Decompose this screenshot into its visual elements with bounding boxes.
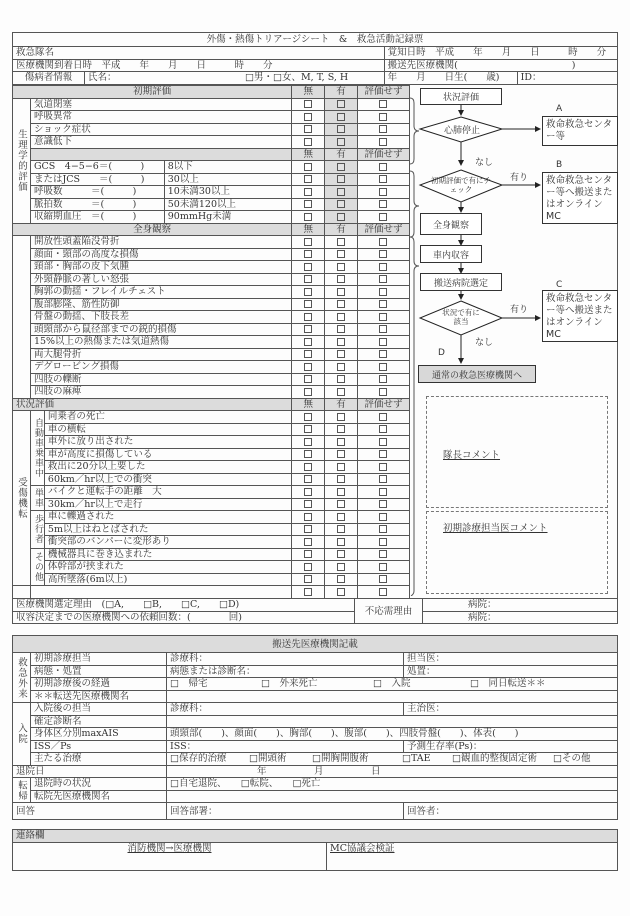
checkbox-not-eval[interactable]	[379, 488, 387, 496]
checkbox-not-eval[interactable]	[379, 500, 387, 508]
selection-table	[12, 598, 618, 624]
item-label: 四肢の轢断	[30, 373, 291, 386]
admission-label: 入院	[13, 703, 31, 766]
flow-label-a: A	[556, 104, 563, 114]
answer-person-field[interactable]: 回答者：	[404, 803, 618, 820]
vital-field[interactable]: 脈拍数 ＝( )	[30, 198, 164, 211]
er-course-options	[167, 678, 618, 691]
group-other-label: その他	[30, 548, 44, 586]
checkbox-none[interactable]	[304, 450, 312, 458]
checkbox-not-eval[interactable]	[379, 325, 387, 333]
checkbox-yes[interactable]	[337, 488, 345, 496]
item-label: 機械器具に巻き込まれた	[44, 548, 291, 561]
checkbox-not-eval[interactable]	[379, 513, 387, 521]
checkbox-not-eval[interactable]	[379, 288, 387, 296]
discharge-date-field[interactable]: 年 月 日	[167, 765, 618, 778]
hospital-section-heading: 搬送先医療機関記載	[13, 636, 618, 653]
group-bike-label: 単車	[30, 486, 44, 511]
col-none: 無	[292, 86, 325, 99]
answer-dept-field[interactable]: 回答部署：	[167, 803, 404, 820]
checkbox-yes[interactable]	[337, 250, 345, 258]
triage-header-table	[12, 32, 618, 85]
checkbox-none[interactable]	[304, 550, 312, 558]
col-not-eval: 評価せず	[357, 86, 409, 99]
checkbox-none[interactable]	[304, 425, 312, 433]
checkbox-none[interactable]	[304, 300, 312, 308]
checkbox-not-eval[interactable]	[379, 175, 387, 183]
item-label: 腹部膨隆、筋性防御	[30, 298, 291, 311]
checkbox-not-eval[interactable]	[379, 138, 387, 146]
notice-time-field[interactable]: 覚知日時 平成 年 月 日 時 分	[384, 47, 617, 60]
discharge-label: 退院日	[13, 765, 167, 778]
flow-situation-check: 状況で有に該当	[442, 308, 480, 326]
row-label: 確定診断名	[31, 715, 167, 728]
checkbox-none[interactable]	[304, 463, 312, 471]
col-yes: 有	[325, 398, 358, 411]
checkbox-not-eval[interactable]	[379, 188, 387, 196]
checkbox-yes[interactable]	[337, 175, 345, 183]
checkbox-not-eval[interactable]	[379, 425, 387, 433]
item-label: 体幹部が挟まれた	[44, 561, 291, 574]
flow-box-c: 救命救急センター等へ搬送またはオンラインMC	[542, 290, 618, 342]
flow-start-box: 状況評価	[420, 88, 502, 105]
checkbox-yes[interactable]	[337, 575, 345, 583]
flow-box-a: 救命救急センター等	[542, 116, 618, 146]
checkbox-yes[interactable]	[337, 425, 345, 433]
row-label: 初期診療担当	[31, 653, 167, 666]
body-obs-side	[13, 236, 31, 399]
row-label: 病態・処置	[31, 665, 167, 678]
initial-eval-heading: 初期評価	[13, 86, 292, 99]
checkbox-none[interactable]	[304, 563, 312, 571]
flow-label-c: C	[556, 280, 563, 290]
checkbox-yes[interactable]	[337, 450, 345, 458]
checkbox-yes[interactable]	[337, 588, 345, 596]
mc-review-field[interactable]	[327, 842, 618, 870]
checkbox-not-eval[interactable]	[379, 525, 387, 533]
item-label: 開放性頭蓋陥没骨折	[30, 236, 291, 249]
vital-criteria: 8以下	[164, 161, 292, 174]
group-car-label: 自動車乗車中	[30, 411, 44, 486]
final-diagnosis-field[interactable]	[167, 715, 618, 728]
item-label: 呼吸異常	[30, 111, 291, 124]
option-er-death[interactable]: □ 外来死亡	[261, 678, 318, 690]
max-ais-field[interactable]: 頭頸部( )、顔面( )、胸部( )、腹部( )、四肢骨盤( )、体表( )	[167, 728, 618, 741]
col-none: 無	[292, 223, 325, 236]
checkbox-yes[interactable]	[337, 438, 345, 446]
checkbox-none[interactable]	[304, 538, 312, 546]
destination-field[interactable]: 搬送先医療機関( )	[384, 59, 617, 72]
refusal-reason-label: 不応需理由	[355, 599, 423, 624]
checkbox-yes[interactable]	[337, 413, 345, 421]
item-label: 気道閉塞	[30, 98, 291, 111]
checkbox-yes[interactable]	[337, 463, 345, 471]
checkbox-yes[interactable]	[337, 388, 345, 396]
checkbox-not-eval[interactable]	[379, 475, 387, 483]
checkbox-none[interactable]	[304, 125, 312, 133]
checkbox-none[interactable]	[304, 475, 312, 483]
checkbox-none[interactable]	[304, 188, 312, 196]
vitals-heading	[30, 148, 291, 161]
contact-table	[12, 829, 618, 871]
checkbox-not-eval[interactable]	[379, 200, 387, 208]
checkbox-yes[interactable]	[337, 475, 345, 483]
form-title: 外傷・熱傷トリアージシート & 救急活動記録票	[13, 33, 618, 47]
checkbox-not-eval[interactable]	[379, 250, 387, 258]
group-pedestrian-label: 歩行者	[30, 511, 44, 549]
item-label: 15%以上の熱傷または気道熱傷	[30, 336, 291, 349]
checkbox-yes[interactable]	[337, 550, 345, 558]
vital-criteria: 90mmHg未満	[164, 211, 292, 224]
physiological-eval-label: 生理学的評価	[13, 98, 31, 223]
checkbox-yes[interactable]	[337, 375, 345, 383]
answer-label: 回答	[13, 803, 167, 820]
hospital-section-table	[12, 635, 618, 820]
checkbox-none[interactable]	[304, 250, 312, 258]
checkbox-none[interactable]	[304, 325, 312, 333]
col-yes: 有	[325, 148, 358, 161]
flow-label-b: B	[556, 160, 563, 170]
checkbox-yes[interactable]	[337, 125, 345, 133]
ps-field[interactable]: 予測生存率(Ps)：	[404, 740, 618, 753]
checkbox-yes[interactable]	[337, 525, 345, 533]
checkbox-not-eval[interactable]	[379, 450, 387, 458]
item-label: 頭頸部から鼠径部までの鋭的損傷	[30, 323, 291, 336]
request-count-field[interactable]: 収容決定までの医療機関への依頼回数：( 回)	[13, 611, 355, 624]
item-label: 30km／hr以上で走行	[44, 498, 291, 511]
captain-comment-label: 隊長コメント	[443, 450, 501, 461]
checkbox-not-eval[interactable]	[379, 538, 387, 546]
discharge-status-options[interactable]: □自宅退院、 □転院、 □死亡	[167, 778, 618, 791]
id-field[interactable]: ID：	[517, 72, 617, 85]
checkbox-not-eval[interactable]	[379, 125, 387, 133]
checkbox-yes[interactable]	[337, 263, 345, 271]
checkbox-none[interactable]	[304, 375, 312, 383]
row-label: 転院先医療機関名	[31, 790, 167, 803]
checkbox-none[interactable]	[304, 525, 312, 533]
name-label: 氏名：	[88, 72, 117, 84]
checkbox-none[interactable]	[304, 100, 312, 108]
option-craniotomy[interactable]: □開頭術	[249, 753, 287, 765]
checkbox-yes[interactable]	[337, 350, 345, 358]
attending-doctor-field[interactable]: 主治医：	[404, 703, 618, 716]
checkbox-not-eval[interactable]	[379, 275, 387, 283]
patient-info-label: 傷病者情報	[13, 72, 85, 85]
checkbox-yes[interactable]	[337, 325, 345, 333]
treatment-field[interactable]: 処置：	[404, 665, 618, 678]
hospital-2-field[interactable]: 病院：	[423, 611, 618, 624]
option-same-day-transfer[interactable]: □ 同日転送＊＊	[470, 678, 546, 690]
checkbox-not-eval[interactable]	[379, 350, 387, 358]
situation-heading: 状況評価	[13, 398, 292, 411]
checkbox-none[interactable]	[304, 388, 312, 396]
er-department-field[interactable]: 診療科：	[167, 653, 404, 666]
checkbox-not-eval[interactable]	[379, 388, 387, 396]
checkbox-yes[interactable]	[337, 275, 345, 283]
item-label: 四肢の麻痺	[30, 386, 291, 399]
flow-body-obs-box: 全身観察	[420, 213, 482, 235]
checkbox-yes[interactable]	[337, 100, 345, 108]
checkbox-none[interactable]	[304, 275, 312, 283]
er-label: 救急外来	[13, 653, 31, 703]
item-label: 車外に放り出された	[44, 436, 291, 449]
checkbox-not-eval[interactable]	[379, 238, 387, 246]
item-label: ショック症状	[30, 123, 291, 136]
vital-field[interactable]: 収縮期血圧 ＝( )	[30, 211, 164, 224]
team-name-field[interactable]: 救急隊名	[13, 47, 385, 60]
adm-department-field[interactable]: 診療科：	[167, 703, 404, 716]
checkbox-yes[interactable]	[337, 300, 345, 308]
transfer-destination-field[interactable]	[167, 790, 618, 803]
checkbox-not-eval[interactable]	[379, 588, 387, 596]
doctor-comment-label: 初期診療担当医コメント	[443, 523, 548, 534]
vital-criteria: 30以上	[164, 173, 292, 186]
checkbox-none[interactable]	[304, 575, 312, 583]
checkbox-yes[interactable]	[337, 500, 345, 508]
option-conservative[interactable]: □保存的治療	[170, 753, 227, 765]
checkbox-not-eval[interactable]	[379, 563, 387, 571]
vital-field[interactable]: またはJCS ＝( )	[30, 173, 164, 186]
fire-to-medical-label: 消防機関→医療機関	[127, 842, 212, 854]
checkbox-not-eval[interactable]	[379, 438, 387, 446]
checkbox-yes[interactable]	[337, 288, 345, 296]
checkbox-not-eval[interactable]	[379, 163, 387, 171]
transfer-hospital-field[interactable]	[167, 690, 618, 703]
checkbox-not-eval[interactable]	[379, 263, 387, 271]
er-doctor-field[interactable]: 担当医：	[404, 653, 618, 666]
row-label: 身体区分別maxAIS	[31, 728, 167, 741]
col-none: 無	[292, 148, 325, 161]
row-label: 主たる治療	[31, 753, 167, 766]
checkbox-none[interactable]	[304, 113, 312, 121]
item-label: 両大腿骨折	[30, 348, 291, 361]
flow-yes-2: 有り	[510, 305, 529, 315]
flow-in-car-box: 車内収容	[420, 245, 482, 263]
option-orif[interactable]: □観血的整復固定術	[452, 753, 537, 765]
row-label: ISS／Ps	[31, 740, 167, 753]
row-label: 退院時の状況	[31, 778, 167, 791]
vital-criteria: 50未満120以上	[164, 198, 292, 211]
checkbox-yes[interactable]	[337, 363, 345, 371]
item-label: デグロービング損傷	[30, 361, 291, 374]
checkbox-not-eval[interactable]	[379, 113, 387, 121]
flow-label-d: D	[438, 348, 445, 358]
checkbox-not-eval[interactable]	[379, 575, 387, 583]
checkbox-not-eval[interactable]	[379, 463, 387, 471]
captain-comment-box[interactable]	[426, 396, 608, 508]
checkbox-yes[interactable]	[337, 200, 345, 208]
item-label: 骨盤の動揺、下肢長差	[30, 311, 291, 324]
checkbox-not-eval[interactable]	[379, 363, 387, 371]
sex-era-field[interactable]: □男・□女、M, T, S, H	[245, 72, 349, 84]
blank-item-field[interactable]	[30, 586, 291, 599]
item-label: 衝突部のバンパーに変形あり	[44, 536, 291, 549]
checkbox-yes[interactable]	[337, 338, 345, 346]
item-label: バイクと運転手の距離 大	[44, 486, 291, 499]
flow-none-2: なし	[475, 338, 494, 348]
checkbox-yes[interactable]	[337, 238, 345, 246]
checkbox-not-eval[interactable]	[379, 213, 387, 221]
blank-side	[13, 586, 31, 599]
col-not-eval: 評価せず	[357, 148, 409, 161]
checkbox-none[interactable]	[304, 313, 312, 321]
checkbox-yes[interactable]	[337, 113, 345, 121]
option-admission[interactable]: □ 入院	[373, 678, 411, 690]
item-label: 車の横転	[44, 423, 291, 436]
checkbox-not-eval[interactable]	[379, 300, 387, 308]
item-label: 意識低下	[30, 136, 291, 149]
col-not-eval: 評価せず	[357, 398, 409, 411]
checkbox-yes[interactable]	[337, 313, 345, 321]
col-none: 無	[292, 398, 325, 411]
item-label: 外頸静脈の著しい怒張	[30, 273, 291, 286]
checkbox-not-eval[interactable]	[379, 313, 387, 321]
iss-field[interactable]: ISS：	[167, 740, 404, 753]
main-treatment-options	[167, 753, 618, 766]
checkbox-none[interactable]	[304, 438, 312, 446]
checkbox-none[interactable]	[304, 350, 312, 358]
checkbox-yes[interactable]	[337, 163, 345, 171]
injury-mechanism-label: 受傷機転	[13, 411, 31, 586]
item-label: 5m以上はねとばされた	[44, 523, 291, 536]
item-label: 同乗者の死亡	[44, 411, 291, 424]
flow-yes-1: 有り	[510, 173, 529, 183]
contact-heading: 連絡欄	[13, 830, 618, 843]
item-label: 顔面・頸部の高度な損傷	[30, 248, 291, 261]
doctor-comment-box[interactable]	[426, 511, 608, 594]
checkbox-none[interactable]	[304, 213, 312, 221]
checkbox-not-eval[interactable]	[379, 550, 387, 558]
flow-select-box: 搬送病院選定	[420, 273, 502, 291]
row-label: ＊＊転送先医療機関名	[31, 690, 167, 703]
checkbox-none[interactable]	[304, 413, 312, 421]
item-label: 車が高度に損傷している	[44, 448, 291, 461]
flow-box-b: 救命救急センター等へ搬送またはオンラインMC	[542, 172, 618, 224]
checkbox-none[interactable]	[304, 200, 312, 208]
option-tae[interactable]: □TAE	[402, 753, 431, 765]
checkbox-yes[interactable]	[337, 538, 345, 546]
col-yes: 有	[325, 223, 358, 236]
checkbox-yes[interactable]	[337, 188, 345, 196]
option-home[interactable]: □ 帰宅	[170, 678, 208, 690]
checkbox-none[interactable]	[304, 588, 312, 596]
vital-field[interactable]: GCS 4−5−6＝( )	[30, 161, 164, 174]
checkbox-none[interactable]	[304, 488, 312, 496]
mc-review-label: MC協議会検証	[330, 842, 395, 854]
flow-none-1: なし	[475, 158, 494, 168]
col-not-eval: 評価せず	[357, 223, 409, 236]
flow-box-d: 通常の救急医療機関へ	[418, 365, 536, 383]
col-yes: 有	[325, 86, 358, 99]
patient-name-field[interactable]	[85, 72, 385, 85]
hospital-1-field[interactable]: 病院：	[423, 599, 618, 612]
outcome-label: 転帰	[13, 778, 31, 803]
diagnosis-field[interactable]: 病態または診断名：	[167, 665, 404, 678]
flow-cpa-label: 心肺停止	[444, 126, 481, 136]
fire-to-medical-field[interactable]	[13, 842, 327, 870]
checkbox-none[interactable]	[304, 263, 312, 271]
checkbox-none[interactable]	[304, 163, 312, 171]
checkbox-yes[interactable]	[337, 138, 345, 146]
checkbox-not-eval[interactable]	[379, 375, 387, 383]
checkbox-none[interactable]	[304, 288, 312, 296]
checkbox-none[interactable]	[304, 513, 312, 521]
checkbox-none[interactable]	[304, 238, 312, 246]
option-other[interactable]: □その他	[553, 753, 591, 765]
selection-reason-field[interactable]: 医療機関選定理由 (□A, □B, □C, □D)	[13, 599, 355, 612]
checkbox-not-eval[interactable]	[379, 413, 387, 421]
item-label: 頸部・胸部の皮下気腫	[30, 261, 291, 274]
checklist-table	[12, 85, 410, 599]
flow-initial-check: 初期評価で有にチェック	[431, 176, 491, 194]
birth-field[interactable]: 年 月 日生( 歳)	[384, 72, 517, 85]
row-label: 入院後の担当	[31, 703, 167, 716]
checkbox-none[interactable]	[304, 500, 312, 508]
item-label: 胸郭の動揺・フレイルチェスト	[30, 286, 291, 299]
item-label: 高所墜落(6m以上)	[44, 573, 291, 586]
checkbox-none[interactable]	[304, 138, 312, 146]
vital-field[interactable]: 呼吸数 ＝( )	[30, 186, 164, 199]
vital-criteria: 10未満30以上	[164, 186, 292, 199]
checkbox-yes[interactable]	[337, 563, 345, 571]
checkbox-yes[interactable]	[337, 513, 345, 521]
checkbox-not-eval[interactable]	[379, 338, 387, 346]
body-obs-heading: 全身観察	[13, 223, 292, 236]
row-label: 初期診療後の経過	[31, 678, 167, 691]
checkbox-none[interactable]	[304, 175, 312, 183]
item-label: 60km／hr以上での衝突	[44, 473, 291, 486]
arrival-time-field[interactable]: 医療機関到着日時 平成 年 月 日 時 分	[13, 59, 385, 72]
checkbox-yes[interactable]	[337, 213, 345, 221]
option-thoracotomy[interactable]: □開胸開腹術	[312, 753, 369, 765]
item-label: 救出に20分以上要した	[44, 461, 291, 474]
checkbox-none[interactable]	[304, 338, 312, 346]
checkbox-none[interactable]	[304, 363, 312, 371]
item-label: 車に轢過された	[44, 511, 291, 524]
checkbox-not-eval[interactable]	[379, 100, 387, 108]
